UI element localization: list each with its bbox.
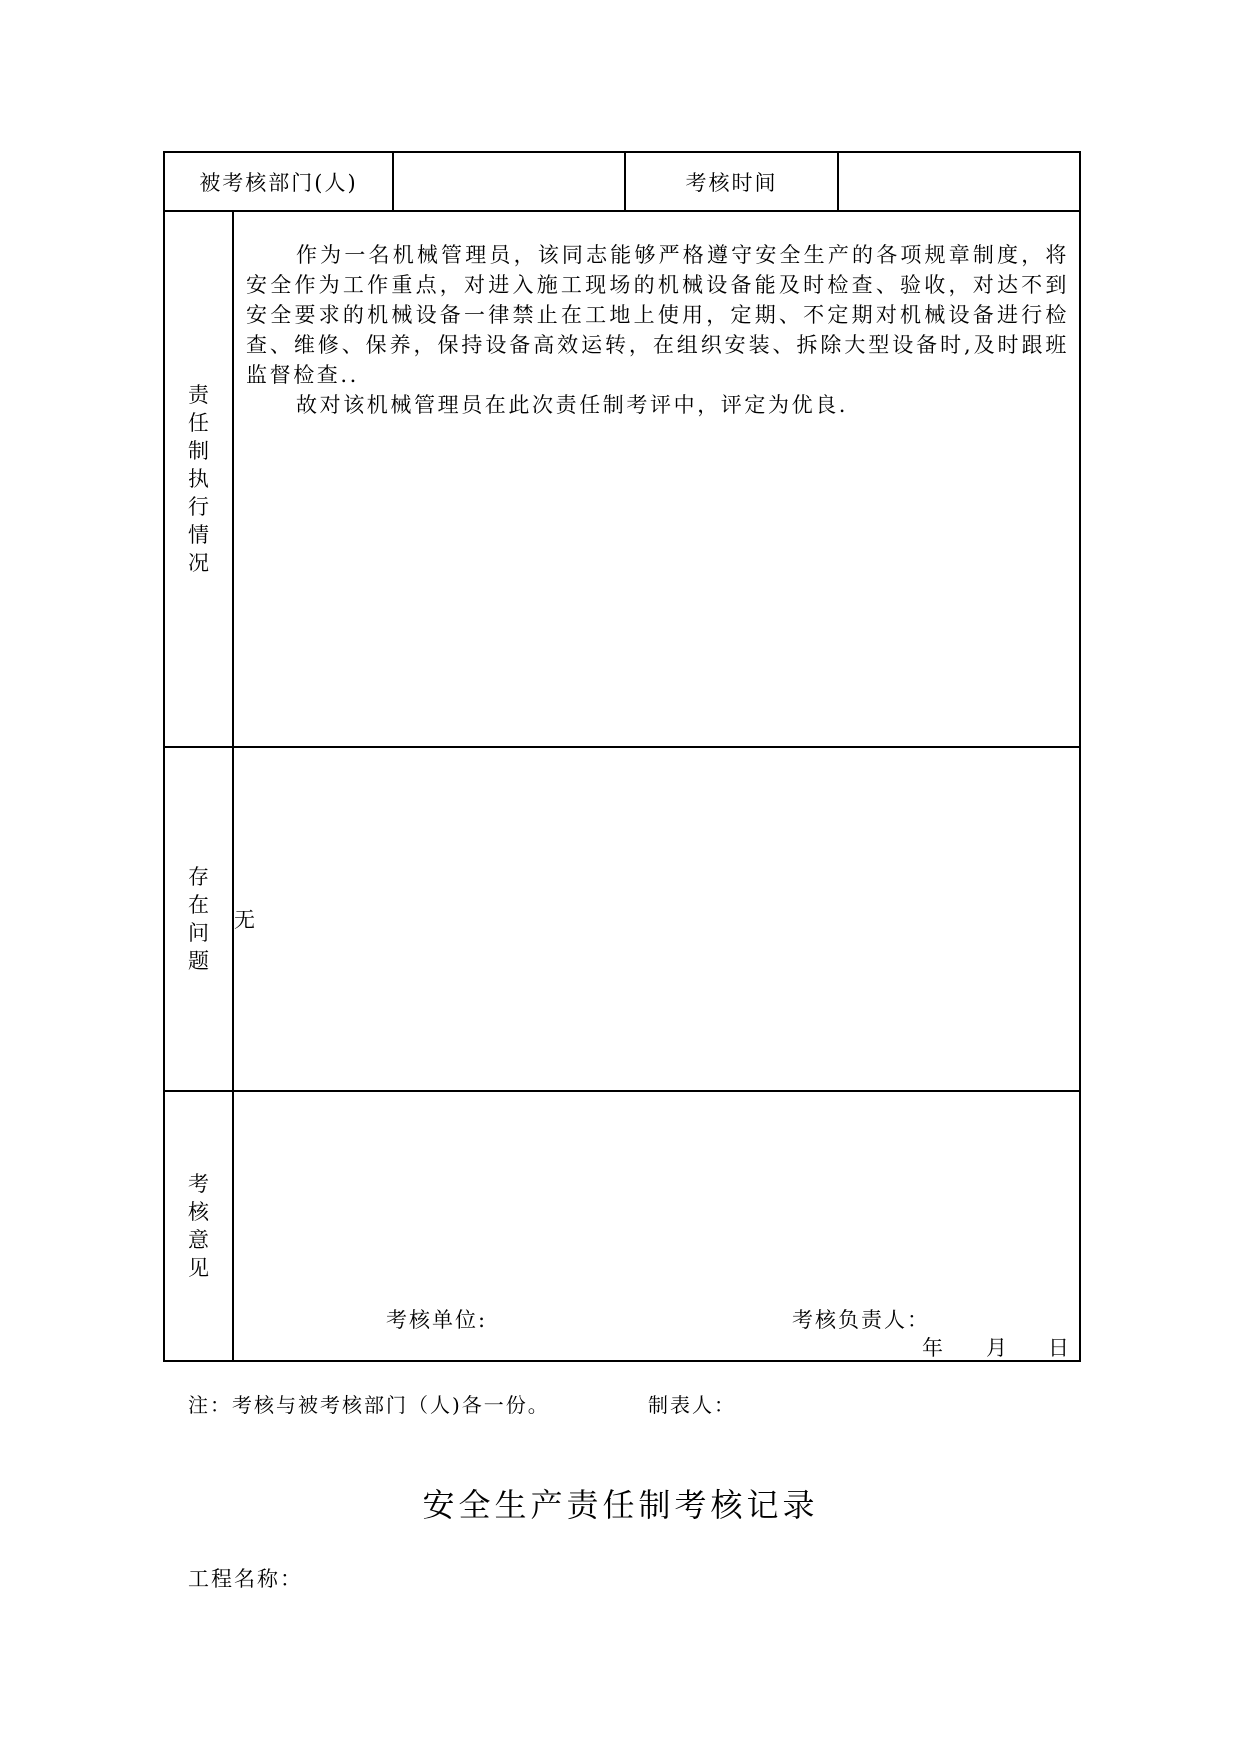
duty-label-char: 情 <box>188 523 209 547</box>
review-content-cell[interactable] <box>233 1091 1080 1361</box>
review-label-cell <box>164 1091 233 1361</box>
duty-text <box>246 240 1069 420</box>
review-month: 月 <box>986 1336 1009 1360</box>
review-unit-label: 考核单位: <box>386 1308 488 1332</box>
issues-label-char: 在 <box>188 893 209 917</box>
dept-value-cell[interactable] <box>393 152 625 211</box>
issues-label-char: 存 <box>188 865 209 889</box>
issues-label-char: 题 <box>188 949 209 973</box>
project-name-label: 工程名称： <box>188 1567 303 1591</box>
issues-value: 无 <box>234 908 255 932</box>
review-label-char: 核 <box>188 1200 209 1224</box>
review-row <box>164 1091 1080 1361</box>
header-row <box>164 152 1080 211</box>
assessment-form-table <box>163 151 1081 1362</box>
dept-label: 被考核部门(人) <box>199 170 358 195</box>
duty-paragraph: 作为一名机械管理员，该同志能够严格遵守安全生产的各项规章制度，将安全作为工作重点，对进入施工现场的机械设备能及时检查、验收，对达不到安全要求的机械设备一律禁止在工地上使用，定期、不定期对机械设备进行检查、维修、保养，保持设备高效运转，在组织安装、拆除大型设备时,及时跟班监督检查.. <box>246 243 1070 387</box>
dept-label-cell <box>164 152 393 211</box>
issues-label-char: 问 <box>188 921 209 945</box>
maker-label: 制表人： <box>648 1393 736 1417</box>
duty-conclusion: 故对该机械管理员在此次责任制考评中，评定为优良. <box>296 393 849 417</box>
duty-label-char: 任 <box>188 411 209 435</box>
review-label-char: 意 <box>188 1228 209 1252</box>
duty-row <box>164 211 1080 747</box>
time-label: 考核时间 <box>685 170 778 195</box>
review-year: 年 <box>922 1336 945 1360</box>
issues-row <box>164 747 1080 1091</box>
review-responsible-label: 考核负责人： <box>792 1308 930 1332</box>
duty-label-char: 行 <box>188 495 209 519</box>
duty-content-cell[interactable] <box>233 211 1080 747</box>
duty-label-char: 责 <box>188 383 209 407</box>
review-day: 日 <box>1048 1336 1071 1360</box>
duty-label-char: 况 <box>188 551 209 575</box>
duty-label-cell <box>164 211 233 747</box>
review-label-char: 考 <box>188 1172 209 1196</box>
document-title: 安全生产责任制考核记录 <box>422 1486 819 1524</box>
issues-label-cell <box>164 747 233 1091</box>
duty-label-char: 制 <box>188 439 209 463</box>
issues-content-cell[interactable] <box>233 747 1080 1091</box>
copy-note: 注：考核与被考核部门（人)各一份。 <box>188 1393 550 1417</box>
time-value-cell[interactable] <box>838 152 1080 211</box>
duty-label-char: 执 <box>188 467 209 491</box>
review-label-char: 见 <box>188 1256 209 1280</box>
time-label-cell <box>625 152 838 211</box>
